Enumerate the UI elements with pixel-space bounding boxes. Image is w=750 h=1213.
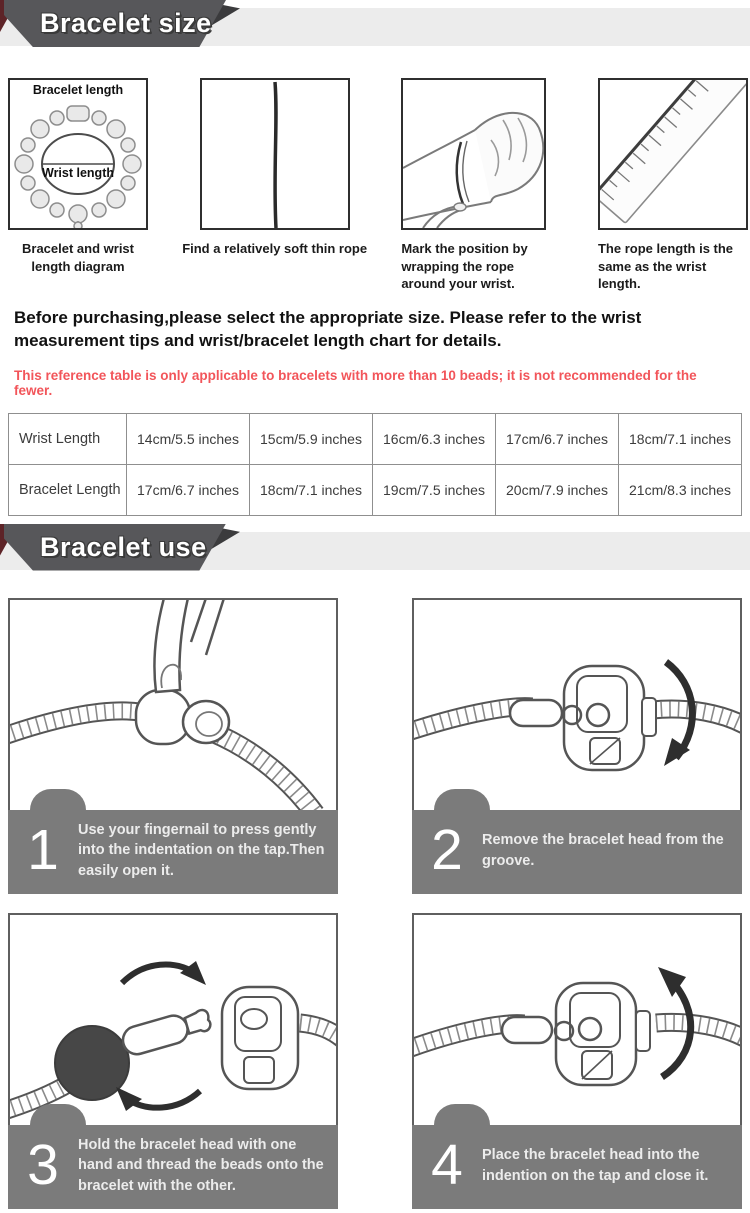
thin-rope-illustration: [202, 80, 348, 228]
use-step-2: [412, 598, 742, 894]
step-text: Place the bracelet head into the indention on the tap and close it.: [482, 1147, 709, 1184]
ribbon-banner: [0, 0, 240, 47]
bracelet-length-label: Bracelet length: [32, 83, 124, 97]
step-text: Remove the bracelet head from the groove.: [482, 832, 724, 869]
wrist-wrapping-illustration: [403, 80, 544, 228]
section-header-bracelet-use: [0, 524, 750, 572]
step-wrap-wrist: [401, 78, 546, 293]
table-cell: 20cm/7.9 inches: [496, 464, 619, 515]
step-text: Use your fingernail to press gently into the indentation on the tap.Then easily open it.: [78, 822, 325, 879]
table-cell: 18cm/7.1 inches: [619, 413, 742, 464]
step-caption: Find a relatively soft thin rope: [182, 241, 368, 256]
section-header-bracelet-size: [0, 0, 750, 48]
step-find-rope: [182, 78, 368, 293]
step-number: 2: [431, 818, 463, 883]
table-cell: 16cm/6.3 inches: [373, 413, 496, 464]
step-number: 4: [431, 1133, 463, 1198]
table-cell: 17cm/6.7 inches: [127, 464, 250, 515]
step-caption: Mark the position by wrapping the rope around your wrist.: [401, 241, 528, 292]
step-number: 3: [27, 1133, 59, 1198]
use-step-4: [412, 913, 742, 1209]
step-4-image: [412, 913, 742, 1125]
section-title: Bracelet use: [40, 531, 207, 562]
step-3-image: [8, 913, 338, 1125]
size-reference-table: [8, 413, 742, 516]
step-1-caption-bar: [8, 810, 338, 894]
step-1-image: [8, 598, 338, 810]
step-3-caption-bar: [8, 1125, 338, 1209]
step-number: 1: [27, 818, 59, 883]
table-row-bracelet-length: [9, 464, 742, 515]
bracelet-use-steps: [0, 572, 750, 1209]
rope-image: [200, 78, 350, 230]
table-row-wrist-length: [9, 413, 742, 464]
ribbon-banner: [0, 524, 240, 571]
row-header: Bracelet Length: [9, 464, 127, 515]
thread-beads-illustration: [10, 915, 336, 1125]
step-caption: Bracelet and wrist length diagram: [22, 241, 134, 274]
charm-bracelet-illustration: [10, 80, 146, 228]
table-cell: 17cm/6.7 inches: [496, 413, 619, 464]
table-cell: 21cm/8.3 inches: [619, 464, 742, 515]
table-cell: 15cm/5.9 inches: [250, 413, 373, 464]
table-cell: 14cm/5.5 inches: [127, 413, 250, 464]
size-advice-text: Before purchasing,please select the appropriate size. Please refer to the wrist measurement tips and wrist/bracelet length chart for details.: [14, 307, 642, 350]
step-2-caption-bar: [412, 810, 742, 894]
step-text: Hold the bracelet head with one hand and thread the beads onto the bracelet with the other.: [78, 1137, 324, 1194]
use-step-3: [8, 913, 338, 1209]
measurement-steps-row: [0, 48, 750, 293]
step-bracelet-diagram: [8, 78, 148, 293]
section-title: Bracelet size: [40, 8, 212, 38]
bracelet-diagram-image: [8, 78, 148, 230]
reference-warning-text: This reference table is only applicable to bracelets with more than 10 beads; it is not recommended for the fewer.: [14, 367, 697, 398]
step-caption: The rope length is the same as the wrist length.: [597, 241, 734, 292]
ruler-image: [598, 78, 748, 230]
step-measure-ruler: [598, 78, 748, 293]
close-tap-illustration: [414, 915, 740, 1125]
table-cell: 18cm/7.1 inches: [250, 464, 373, 515]
press-tap-illustration: [10, 600, 336, 810]
ruler-illustration: [600, 80, 746, 228]
use-step-1: [8, 598, 338, 894]
step-4-caption-bar: [412, 1125, 742, 1209]
remove-head-illustration: [414, 600, 740, 810]
row-header: Wrist Length: [9, 413, 127, 464]
wrist-image: [401, 78, 546, 230]
wrist-length-label: Wrist length: [42, 166, 114, 180]
table-cell: 19cm/7.5 inches: [373, 464, 496, 515]
step-2-image: [412, 598, 742, 810]
